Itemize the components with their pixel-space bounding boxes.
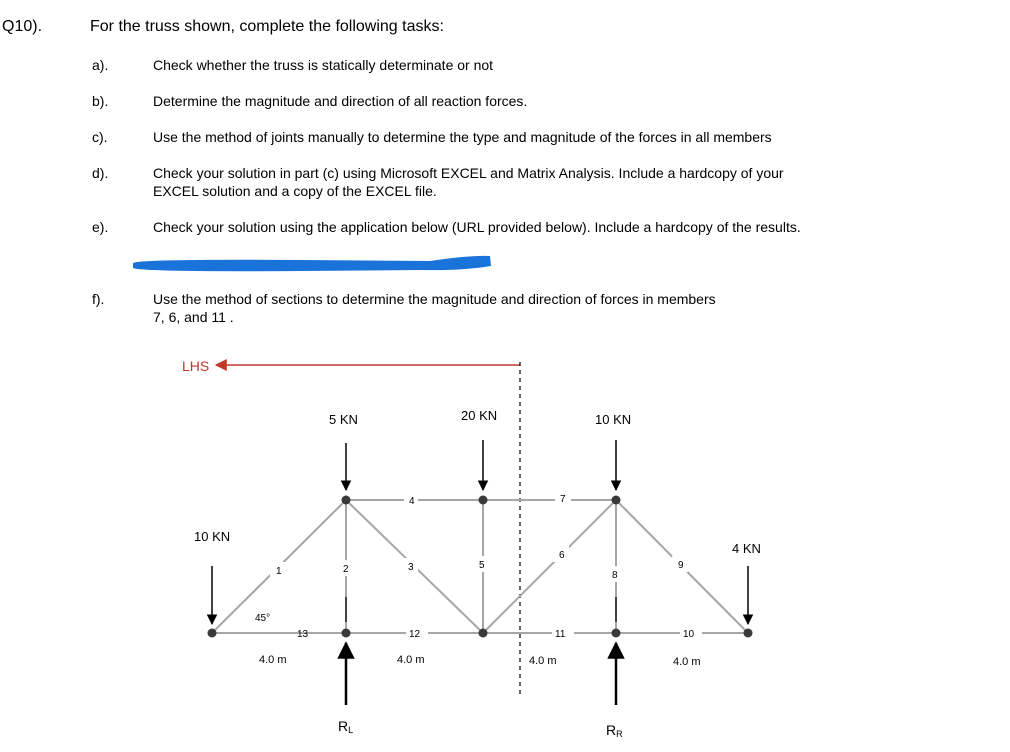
question-title: For the truss shown, complete the following tasks: xyxy=(90,18,444,35)
task-text: 7, 6, and 11 . xyxy=(153,309,234,325)
member-label-9: 9 xyxy=(678,560,684,571)
member-label-12: 12 xyxy=(409,629,421,640)
task-label: a). xyxy=(92,57,109,73)
dimension-label: 4.0 m xyxy=(397,654,425,666)
task-text: EXCEL solution and a copy of the EXCEL file. xyxy=(153,183,437,199)
member-label-7: 7 xyxy=(560,494,566,505)
load-label-4kn: 4 KN xyxy=(732,541,761,556)
joint xyxy=(342,496,351,505)
task-label: b). xyxy=(92,93,109,109)
member-label-5: 5 xyxy=(479,560,485,571)
load-label-20kn: 20 KN xyxy=(461,408,498,423)
member-label-4: 4 xyxy=(409,496,415,507)
joint xyxy=(479,496,488,505)
load-label-5kn: 5 KN xyxy=(329,412,358,427)
task-label: c). xyxy=(92,129,108,145)
member-label-3: 3 xyxy=(408,562,414,573)
task-text: Determine the magnitude and direction of all reaction forces. xyxy=(153,93,528,109)
joint xyxy=(479,629,488,638)
joint xyxy=(612,496,621,505)
member-label-1: 1 xyxy=(276,566,282,577)
question-number: Q10). xyxy=(2,18,43,35)
reaction-label-right: RR xyxy=(606,722,623,739)
member-label-10: 10 xyxy=(683,629,695,640)
load-label-10kn-left: 10 KN xyxy=(194,529,231,544)
member-label-11: 11 xyxy=(555,629,566,640)
dimension-label: 4.0 m xyxy=(529,655,557,667)
member-label-8: 8 xyxy=(612,570,618,581)
lhs-label: LHS xyxy=(182,358,210,374)
member-6 xyxy=(483,500,616,633)
member-label-6: 6 xyxy=(559,550,565,561)
joint xyxy=(342,629,351,638)
task-text: Use the method of joints manually to determine the type and magnitude of the forces in all members xyxy=(153,129,772,145)
joint xyxy=(208,629,217,638)
task-label: f). xyxy=(92,291,105,307)
angle-label: 45° xyxy=(255,613,271,624)
joint xyxy=(612,629,621,638)
task-text: Use the method of sections to determine the magnitude and direction of forces in members xyxy=(153,291,716,307)
dimension-label: 4.0 m xyxy=(673,656,701,668)
task-text: Check your solution using the application below (URL provided below). Include a hardcopy of the results. xyxy=(153,219,801,235)
task-label: d). xyxy=(92,165,109,181)
load-label-10kn-top: 10 KN xyxy=(595,412,632,427)
member-label-13: 13 xyxy=(297,629,309,640)
task-label: e). xyxy=(92,219,109,235)
dimension-label: 4.0 m xyxy=(259,654,287,666)
task-text: Check whether the truss is statically determinate or not xyxy=(153,57,494,73)
member-label-2: 2 xyxy=(343,564,349,575)
task-text: Check your solution in part (c) using Microsoft EXCEL and Matrix Analysis. Include a hardcopy of your xyxy=(153,165,784,181)
reaction-label-left: RL xyxy=(338,718,354,735)
redaction-mark xyxy=(133,256,491,271)
joint xyxy=(744,629,753,638)
